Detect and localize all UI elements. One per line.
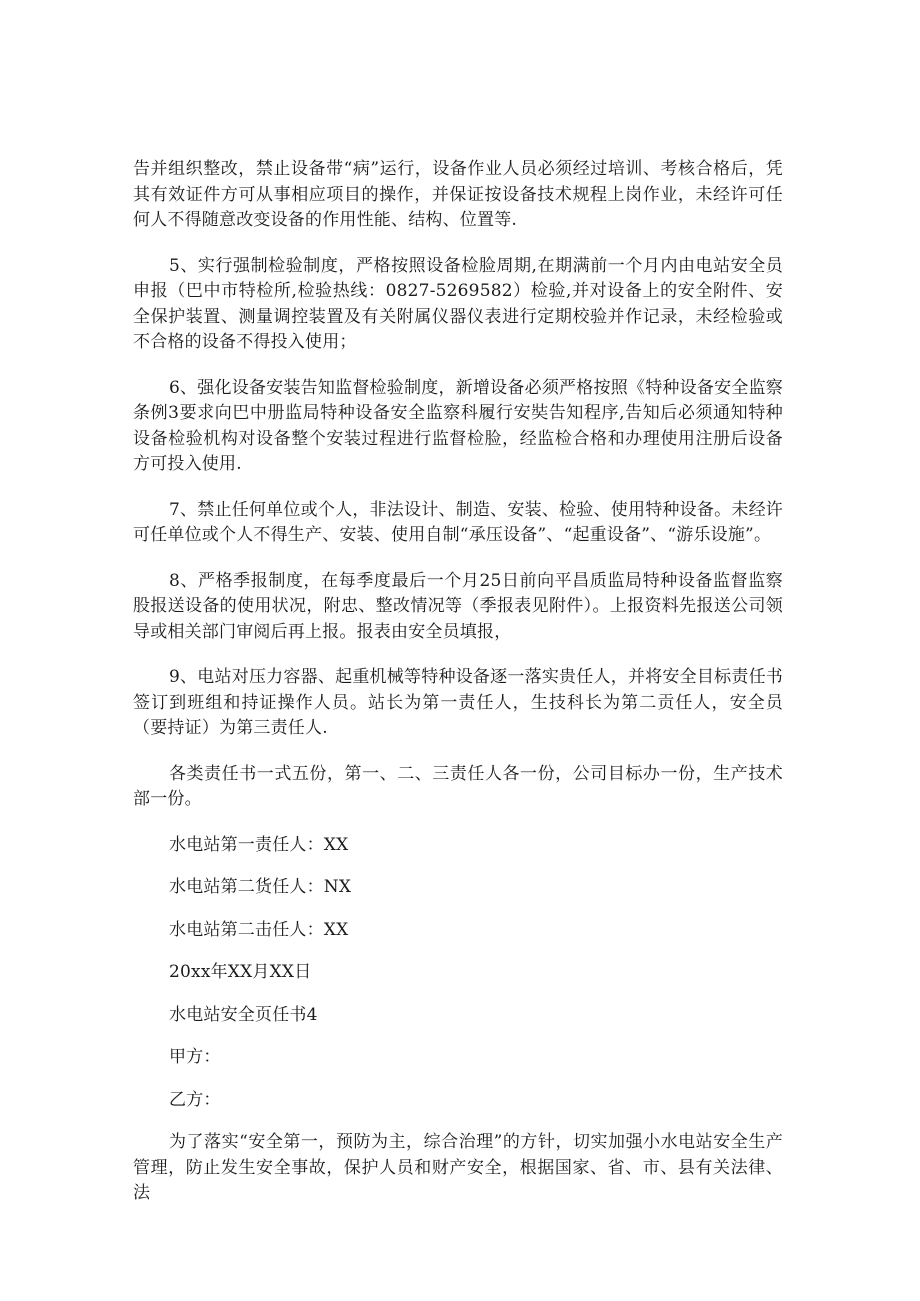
party-b-label: 乙方： [169, 1089, 221, 1110]
paragraph-item-9: 9、电站对压力容器、起重机械等特种设备逐一落实贵任人，并将安全目标责任书签订到班组和持证操作人员。站长为第一责任人，生技科长为第二贡任人，安全员（要持证）为第三责任人. [133, 667, 783, 738]
paragraph-continuation: 告并组织整改，禁止设备带“病”运行，设备作业人员必须经过培训、考核合格后，凭其有效证件方可从事相应项目的操作，并保证按设备技术规程上岗作业，未经许可任何人不得随意改变设备的作用性能、结构、位置等. [133, 159, 783, 230]
paragraph-item-5: 5、实行强制检验制度，严格按照设备检脸周期,在期满前一个月内由电站安全员申报（巴中市特检所,检验热线：0827-5269582）检验,并对设备上的安全附件、安全保护装置、测量调控装置及有关附属仪器仪表进行定期校验并作记录，未经检验或不合格的设备不得投入使用； [133, 255, 783, 352]
second-responsible-person: 水电站第二货任人：NX [169, 877, 352, 897]
party-a-label: 甲方： [169, 1047, 221, 1067]
paragraph-copies: 各类责任书一式五份，第一、二、三责任人各一份，公司目标办一份，生产技术部一份。 [133, 763, 783, 809]
document-page [133, 157, 783, 1227]
paragraph-intro: 为了落实“安全第一，预防为主，综合治理”的方针，切实加强小水电站安全生产管理，防止发生安全事故，保护人员和财产安全，根据国家、省、市、县有关法律、法 [133, 1132, 783, 1203]
paragraph-item-7: 7、禁止任何单位或个人，非法设计、制造、安装、检验、使用特种设备。未经许可任单位或个人不得生产、安装、使用自制“承压设备”、“起重设备”、“游乐设施”。 [133, 499, 783, 545]
first-responsible-person: 水电站第一责任人：XX [169, 834, 349, 855]
paragraph-item-8: 8、严格季报制度，在每季度最后一个月25日前向平昌质监局特种设备监督监察股报送设备的使用状况，附忠、整改情况等（季报表见附件）。上报资料先报送公司领导或相关部门审阅后再上报。报表由安全员填报， [133, 570, 783, 642]
paragraph-item-6: 6、强化设备安装告知监督检验制度，新增设备必须严格按照《特种设备安全监察条例3要求向巴中册监局特种设备安全监察科履行安奘告知程序,告知后必须通知特种设备检验机构对设备整个安装过程进行监督检脸，经监检合格和办理使用注册后设备方可投入使用. [133, 377, 783, 474]
third-responsible-person: 水电站第二击任人：XX [169, 919, 349, 940]
section-title: 水电站安全页任书4 [169, 1004, 318, 1025]
date-line: 20xx年XX月XX日 [169, 962, 312, 982]
